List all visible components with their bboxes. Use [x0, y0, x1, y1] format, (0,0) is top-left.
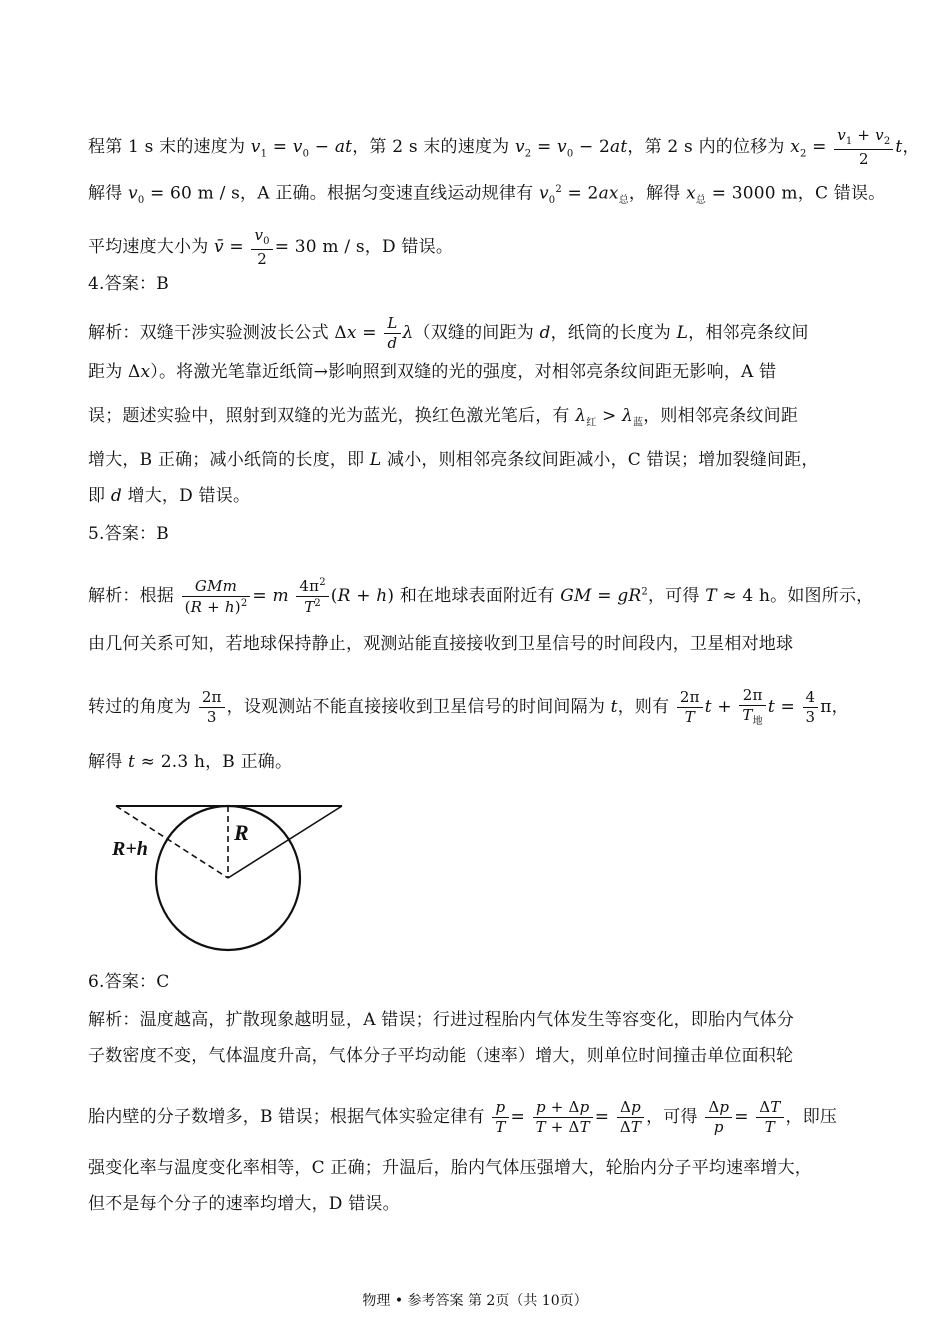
text-line: 解析：温度越高，扩散现象越明显，A 错误；行进过程胎内气体发生等容变化，即胎内气体分 [88, 1010, 795, 1030]
text-line: 转过的角度为 $\frac{2\pi}{3}$ ，设观测站不能直接接收到卫星信号的时间间隔为 t，则有 $\frac{2\pi}{T}$ t + $\frac{2\pi}{T_地}$ t = $\frac{4}{3}$ π， [88, 686, 849, 727]
text-line: 增大，B 正确；减小纸筒的长度，即 L 减小，则相邻亮条纹间距减小，C 错误；增加裂缝间距， [88, 450, 819, 470]
text-line: 程第 1 s 末的速度为 $v_1 = v_0$ − at，第 2 s 末的速度为 $v_2 = v_0 - 2at$，第 2 s 内的位移为 $x_2$ = $\frac{v_1 + v_2}{2}$ t， [88, 126, 920, 168]
label-r: R [234, 820, 249, 845]
answer-heading: 4.答案：B [88, 274, 169, 294]
text-line: 即 d 增大，D 错误。 [88, 486, 251, 506]
text-line: 解析：根据 $\frac{\text{GMm}}{(R + h)^2}$ = m $\frac{4\pi^2}{T^2}$ (R + h) 和在地球表面附近有 GM = $gR^2$，可得 T ≈ 4 h。如图所示， [88, 576, 874, 616]
text-line: 强变化率与温度变化率相等，C 正确；升温后，胎内气体压强增大，轮胎内分子平均速率增大， [88, 1158, 813, 1178]
text-line: 子数密度不变，气体温度升高，气体分子平均动能（速率）增大，则单位时间撞击单位面积轮 [88, 1046, 794, 1066]
text-line: 误；题述实验中，照射到双缝的光为蓝光，换红色激光笔后，有 $\lambda_红 > \lambda_蓝$，则相邻亮条纹间距 [88, 406, 799, 429]
text-line: 解得 $v_0 = 60$ m / s，A 正确。根据匀变速直线运动规律有 $v_0^2 = 2ax_总$，解得 $x_总 = 3000$ m，C 错误。 [88, 183, 886, 207]
answer-heading: 5.答案：B [88, 524, 169, 544]
diagram-svg [108, 798, 348, 958]
text-line: 胎内壁的分子数增多，B 错误；根据气体实验定律有 $\frac{p}{T}$ = $\frac{p + \Delta p}{T + \Delta T}$ = $\frac{\Delta p}{\Delta T}$ ，可得 $\frac{\Delta p}{p}$ = $\frac{\Delta T}{T}$ ，即压 [88, 1098, 838, 1136]
text-line: 距为 Δx）。将激光笔靠近纸筒→影响照到双缝的光的强度，对相邻亮条纹间距无影响，A 错 [88, 362, 777, 382]
answer-heading: 6.答案：C [88, 972, 170, 992]
text-line: 但不是每个分子的速率均增大，D 错误。 [88, 1194, 400, 1214]
satellite-geometry-diagram [108, 798, 348, 958]
text-line: 平均速度大小为 v̄ = $\frac{v_0}{2}$ = 30 m / s，D 错误。 [88, 226, 454, 268]
text-line: 由几何关系可知，若地球保持静止，观测站能直接接收到卫星信号的时间段内，卫星相对地球 [88, 634, 794, 654]
text-line: 解得 t ≈ 2.3 h，B 正确。 [88, 752, 293, 772]
page-footer: 物理 • 参考答案 第 2页（共 10页） [362, 1293, 588, 1309]
label-r-plus-h: R+h [112, 838, 148, 860]
text-line: 解析：双缝干涉实验测波长公式 Δx = $\frac{L}{d}$ λ（双缝的间距为 d，纸筒的长度为 L，相邻亮条纹间 [88, 314, 809, 352]
